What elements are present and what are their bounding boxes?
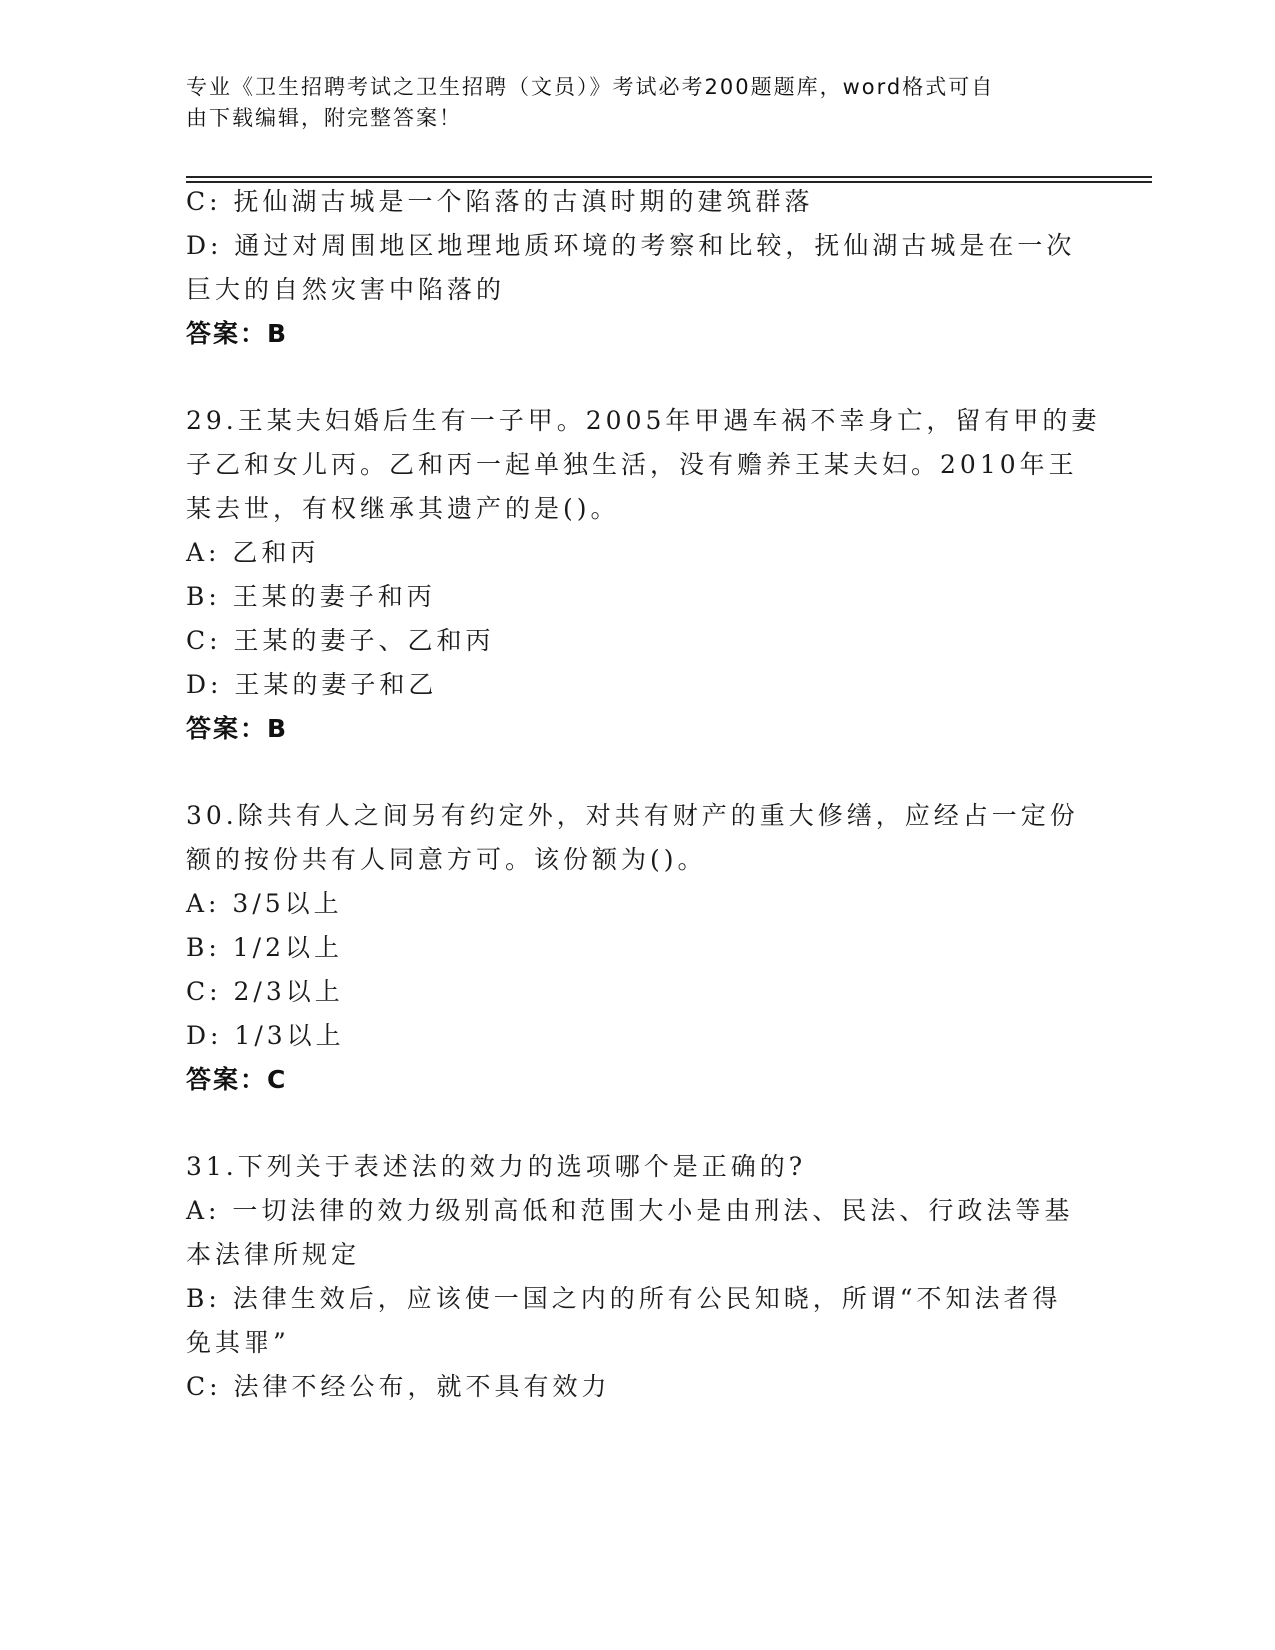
option-line: C: 抚仙湖古城是一个陷落的古滇时期的建筑群落 (186, 187, 814, 216)
option-line-continued: 免其罪” (186, 1328, 290, 1357)
header-divider-top (186, 176, 1152, 178)
answer-line: 答案：C (186, 1065, 288, 1094)
option-line: B: 王某的妻子和丙 (186, 582, 436, 611)
option-line: D: 通过对周围地区地理地质环境的考察和比较，抚仙湖古城是在一次 (186, 231, 1076, 260)
question-text: 29.王某夫妇婚后生有一子甲。2005年甲遇车祸不幸身亡，留有甲的妻 (186, 406, 1101, 435)
header-line-1: 专业《卫生招聘考试之卫生招聘（文员）》考试必考200题题库，word格式可自 (186, 75, 995, 99)
option-line: C: 法律不经公布，就不具有效力 (186, 1372, 611, 1401)
option-line: D: 1/3以上 (186, 1021, 345, 1050)
option-line: B: 法律生效后，应该使一国之内的所有公民知晓，所谓“不知法者得 (186, 1284, 1062, 1313)
question-text: 31.下列关于表述法的效力的选项哪个是正确的? (186, 1152, 807, 1181)
option-line: D: 王某的妻子和乙 (186, 670, 438, 699)
answer-line: 答案：B (186, 714, 289, 743)
question-text: 额的按份共有人同意方可。该份额为()。 (186, 845, 707, 874)
option-line: B: 1/2以上 (186, 933, 343, 962)
question-text: 子乙和女儿丙。乙和丙一起单独生活，没有赡养王某夫妇。2010年王 (186, 450, 1078, 479)
option-line: C: 王某的妻子、乙和丙 (186, 626, 495, 655)
question-text: 某去世，有权继承其遗产的是()。 (186, 494, 620, 523)
answer-line: 答案：B (186, 319, 289, 348)
option-line: A: 3/5以上 (186, 889, 343, 918)
option-line: C: 2/3以上 (186, 977, 344, 1006)
option-line: A: 乙和丙 (186, 538, 320, 567)
option-line-continued: 巨大的自然灾害中陷落的 (186, 275, 506, 304)
option-line-continued: 本法律所规定 (186, 1240, 361, 1269)
option-line: A: 一切法律的效力级别高低和范围大小是由刑法、民法、行政法等基 (186, 1196, 1074, 1225)
header-divider-bottom (186, 181, 1152, 183)
document-header (186, 72, 1066, 134)
question-text: 30.除共有人之间另有约定外，对共有财产的重大修缮，应经占一定份 (186, 801, 1079, 830)
header-line-2: 由下载编辑，附完整答案！ (186, 106, 462, 130)
